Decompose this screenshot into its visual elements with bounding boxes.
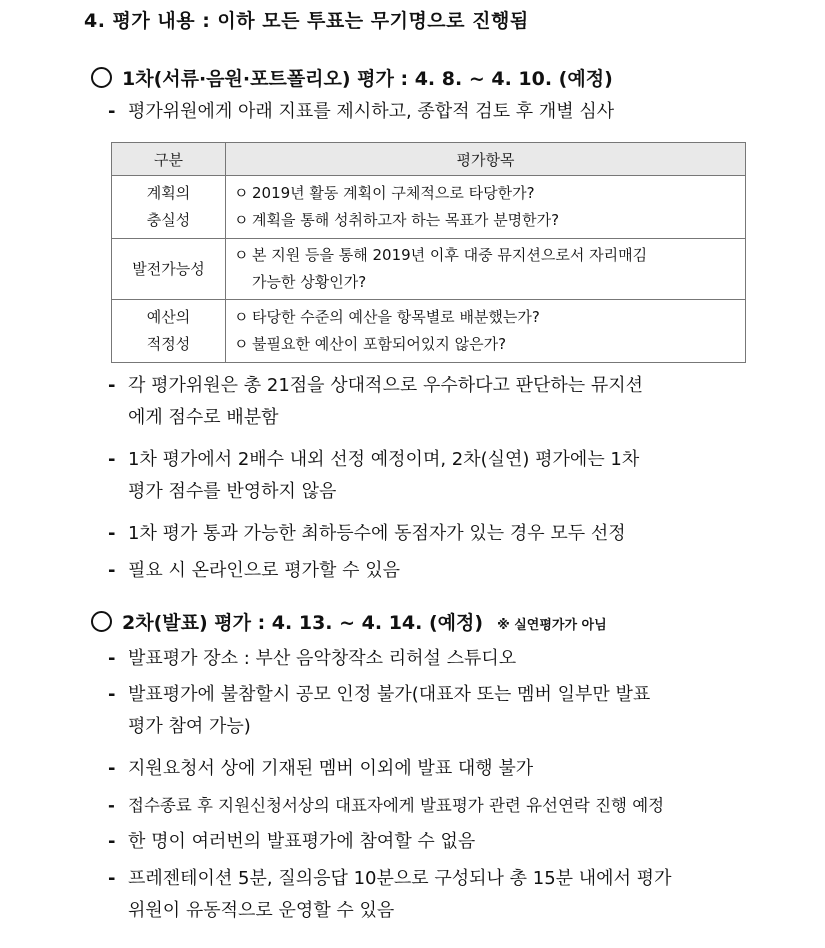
bullet-text: 필요 시 온라인으로 평가할 수 있음 bbox=[128, 560, 401, 581]
bullet-text: 1차 평가 통과 가능한 최하등수에 동점자가 있는 경우 모두 선정 bbox=[128, 523, 626, 544]
bullet-text: 프레젠테이션 5분, 질의응답 10분으로 구성되나 총 15분 내에서 평가 bbox=[128, 868, 672, 889]
category-text: 예산의 bbox=[146, 308, 191, 326]
item-text: 2019년 활동 계획이 구체적으로 타당한가? bbox=[252, 184, 535, 202]
category-cell bbox=[112, 176, 226, 239]
bullet-text: 1차 평가에서 2배수 내외 선정 예정이며, 2차(실연) 평가에는 1차 bbox=[128, 449, 640, 470]
bullet-text-continued: 에게 점수로 배분함 bbox=[128, 407, 279, 428]
dash-bullet: - bbox=[108, 101, 116, 122]
table-item bbox=[234, 331, 737, 358]
dash-bullet: - bbox=[108, 684, 116, 705]
bullet-text: 발표평가 장소 : 부산 음악창작소 리허설 스튜디오 bbox=[128, 648, 517, 669]
dash-bullet: - bbox=[108, 449, 116, 470]
dash-bullet: - bbox=[108, 375, 116, 396]
category-cell bbox=[112, 239, 226, 300]
category-text: 계획의 bbox=[146, 184, 191, 202]
bullet-text: 접수종료 후 지원신청서상의 대표자에게 발표평가 관련 유선연락 진행 예정 bbox=[128, 796, 665, 815]
round2-bullet bbox=[108, 753, 533, 785]
bullet-text-continued: 평가 참여 가능) bbox=[128, 716, 251, 737]
dash-bullet: - bbox=[108, 560, 116, 581]
table-item bbox=[234, 180, 737, 207]
section-title: 4. 평가 내용 : 이하 모든 투표는 무기명으로 진행됨 bbox=[84, 10, 529, 32]
table-row bbox=[112, 300, 746, 363]
header-items: 평가항목 bbox=[226, 143, 746, 176]
round1-bullet bbox=[108, 370, 643, 434]
round1-bullet bbox=[108, 444, 639, 508]
round2-bullet bbox=[108, 643, 516, 675]
circle-bullet: ㅇ bbox=[234, 184, 249, 202]
circle-bullet: ㅇ bbox=[234, 308, 249, 326]
round1-bullet bbox=[108, 555, 400, 587]
table-item bbox=[234, 207, 737, 234]
round2-note: ※ 실연평가가 아님 bbox=[497, 618, 607, 633]
evaluation-table bbox=[111, 142, 746, 363]
category-text: 적정성 bbox=[146, 335, 191, 353]
item-text: 계획을 통해 성취하고자 하는 목표가 분명한가? bbox=[252, 211, 560, 229]
circle-bullet: ㅇ bbox=[234, 246, 249, 264]
item-text: 타당한 수준의 예산을 항목별로 배분했는가? bbox=[252, 308, 540, 326]
round2-bullet bbox=[108, 679, 650, 743]
round2-heading-text: 2차(발표) 평가 : 4. 13. ~ 4. 14. (예정) bbox=[122, 612, 484, 634]
round1-heading-text: 1차(서류·음원·포트폴리오) 평가 : 4. 8. ~ 4. 10. (예정) bbox=[122, 68, 613, 90]
table-item bbox=[234, 304, 737, 331]
bullet-text: 발표평가에 불참할시 공모 인정 불가(대표자 또는 멤버 일부만 발표 bbox=[128, 684, 651, 705]
category-text: 발전가능성 bbox=[132, 259, 205, 278]
circle-bullet: ㅇ bbox=[234, 335, 249, 353]
dash-bullet: - bbox=[108, 523, 116, 544]
round1-bullet bbox=[108, 518, 626, 550]
round1-intro bbox=[108, 96, 614, 128]
table-header-row bbox=[112, 143, 746, 176]
dash-bullet: - bbox=[108, 796, 115, 815]
bullet-text-continued: 위원이 유동적으로 운영할 수 있음 bbox=[128, 900, 395, 921]
dash-bullet: - bbox=[108, 831, 116, 852]
hollow-circle-icon bbox=[91, 611, 112, 632]
hollow-circle-icon bbox=[91, 67, 112, 88]
round2-bullet bbox=[108, 790, 664, 822]
bullet-text: 한 명이 여러번의 발표평가에 참여할 수 없음 bbox=[128, 831, 476, 852]
items-cell bbox=[226, 239, 746, 300]
round1-intro-text: 평가위원에게 아래 지표를 제시하고, 종합적 검토 후 개별 심사 bbox=[128, 101, 615, 122]
items-cell bbox=[226, 176, 746, 239]
dash-bullet: - bbox=[108, 868, 116, 889]
category-cell bbox=[112, 300, 226, 363]
table-item bbox=[234, 242, 737, 296]
table-row bbox=[112, 176, 746, 239]
header-category: 구분 bbox=[112, 143, 226, 176]
dash-bullet: - bbox=[108, 648, 116, 669]
circle-bullet: ㅇ bbox=[234, 211, 249, 229]
round2-bullet bbox=[108, 863, 671, 927]
item-text: 불필요한 예산이 포함되어있지 않은가? bbox=[252, 335, 507, 353]
dash-bullet: - bbox=[108, 758, 116, 779]
round2-bullet bbox=[108, 826, 475, 858]
item-text: 본 지원 등을 통해 2019년 이후 대중 뮤지션으로서 자리매김 bbox=[252, 246, 648, 264]
bullet-text-continued: 평가 점수를 반영하지 않음 bbox=[128, 481, 337, 502]
item-text-continued: 가능한 상황인가? bbox=[252, 273, 367, 291]
bullet-text: 각 평가위원은 총 21점을 상대적으로 우수하다고 판단하는 뮤지션 bbox=[128, 375, 644, 396]
bullet-text: 지원요청서 상에 기재된 멤버 이외에 발표 대행 불가 bbox=[128, 758, 534, 779]
round1-heading bbox=[91, 64, 613, 91]
round2-heading bbox=[91, 608, 607, 635]
category-text: 충실성 bbox=[146, 211, 191, 229]
table-row bbox=[112, 239, 746, 300]
items-cell bbox=[226, 300, 746, 363]
